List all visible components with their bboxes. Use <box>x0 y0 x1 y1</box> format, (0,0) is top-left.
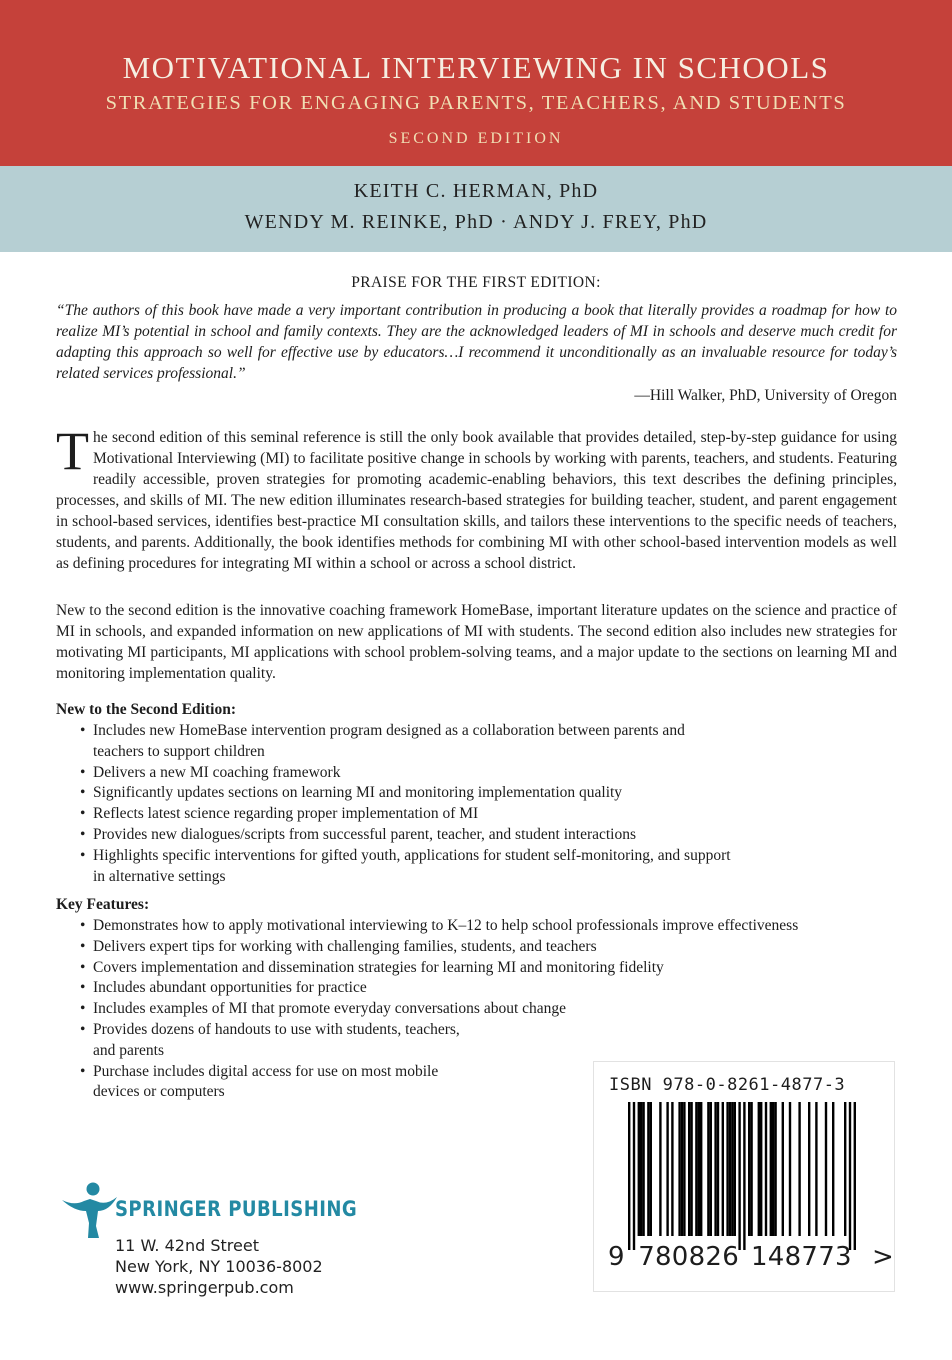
barcode-bar <box>681 1102 683 1236</box>
barcode-digit: 6 <box>722 1242 740 1272</box>
barcode-bar <box>688 1102 690 1236</box>
barcode-bar <box>628 1102 630 1250</box>
praise-quote: “The authors of this book have made a very important contribution in producing a book that literally provides a roadmap for how to realize MI’s potential in school and family contexts. They are the acknowledged leaders of MI in schools and deserve much credit for adapting this approach so well for effective use by educators…I recommend it unconditionally as an invaluable resource for today’s related services professional.” <box>56 302 897 382</box>
key-feature-item <box>56 958 798 979</box>
barcode-bar <box>772 1102 774 1236</box>
new-edition-item <box>56 721 731 763</box>
barcode-bar <box>782 1102 784 1236</box>
barcode-digit: 2 <box>705 1242 723 1272</box>
key-feature-item-line: • Includes examples of MI that promote everyday conversations about change <box>93 1000 567 1018</box>
description-paragraph-1-text: he second edition of this seminal reference is still the only book available that provides detailed, step-by-step guidance for using Motivational Interviewing (MI) to facilitate positive change in schools by working with parents, teachers, and students. Featuring readily accessible, proven strategies for promoting academic-enabling behaviors, this text describes the defining principles, processes, and skills of MI. The new edition illuminates research-based strategies for building teacher, student, and parent engagement in school-based services, identifies best-practice MI consultation skills, and tailors these interventions to the specific needs of teachers, students, and parents. Additionally, the book identifies methods for combining MI with other school-based intervention models as well as defining procedures for integrating MI within a school or across a school district. <box>56 429 897 572</box>
barcode-bar <box>849 1102 851 1250</box>
barcode-bar <box>666 1102 668 1236</box>
barcode-bar <box>743 1102 745 1250</box>
new-edition-item <box>56 763 731 784</box>
barcode-digit: 7 <box>638 1242 656 1272</box>
barcode-bar <box>738 1102 740 1250</box>
barcode-bar <box>729 1102 731 1236</box>
new-edition-list <box>56 721 731 887</box>
barcode-bar <box>714 1102 716 1236</box>
new-edition-item <box>56 804 731 825</box>
edition-label: SECOND EDITION <box>388 130 564 147</box>
new-edition-item <box>56 783 731 804</box>
barcode-bar <box>659 1102 661 1236</box>
description-paragraph-1 <box>56 421 897 574</box>
barcode-bar <box>726 1102 728 1236</box>
barcode-bar <box>748 1102 750 1236</box>
new-edition-item <box>56 846 731 888</box>
publisher-website: www.springerpub.com <box>115 1278 294 1297</box>
praise-heading: PRAISE FOR THE FIRST EDITION: <box>351 274 601 291</box>
new-edition-item-line: • Includes new HomeBase intervention program designed as a collaboration between parents and <box>93 722 685 739</box>
barcode-digit: 8 <box>655 1242 673 1272</box>
quote-attribution: —Hill Walker, PhD, University of Oregon <box>634 387 897 404</box>
publisher-address <box>115 1235 323 1298</box>
barcode-bar <box>808 1102 810 1236</box>
key-feature-item-line: • Purchase includes digital access for use on most mobile <box>93 1062 439 1080</box>
barcode-digit: 7 <box>818 1242 836 1272</box>
barcode-digit: 7 <box>801 1242 819 1272</box>
key-feature-item-line: devices or computers <box>93 1083 225 1101</box>
key-feature-item-line: • Provides dozens of handouts to use with students, teachers, <box>93 1020 460 1038</box>
barcode-bar <box>638 1102 640 1236</box>
barcode-bar <box>640 1102 642 1236</box>
authors-band <box>0 166 952 252</box>
key-feature-item <box>56 999 798 1020</box>
barcode-bar <box>683 1102 685 1236</box>
key-feature-item <box>56 978 798 999</box>
barcode-bar <box>698 1102 700 1236</box>
new-edition-item-line: • Provides new dialogues/scripts from successful parent, teacher, and student interactions <box>93 825 637 843</box>
barcode-digit: 8 <box>688 1242 707 1272</box>
barcode-bar <box>717 1102 719 1236</box>
barcode-digit: 8 <box>784 1242 803 1272</box>
drop-cap: T <box>56 421 89 481</box>
key-feature-item <box>56 937 798 958</box>
description-paragraph-2: New to the second edition is the innovative coaching framework HomeBase, important literature updates on the science and practice of MI in schools, and expanded information on new applications of MI with students. The second edition also includes new strategies for motivating MI participants, MI applications with school problem-solving teams, and a major update to the sections on learning MI and monitoring implementation quality. <box>56 602 897 682</box>
author-line-1: KEITH C. HERMAN, PhD <box>353 180 599 202</box>
new-edition-item-line: • Reflects latest science regarding proper implementation of MI <box>93 805 479 823</box>
isbn-label: ISBN 978-0-8261-4877-3 <box>609 1075 846 1095</box>
new-edition-item-line: • Delivers a new MI coaching framework <box>93 763 341 781</box>
barcode-bar <box>789 1102 791 1236</box>
barcode-digit: 4 <box>767 1242 786 1272</box>
barcode-bar <box>854 1102 856 1250</box>
barcode-bar <box>760 1102 762 1236</box>
barcode-bar <box>690 1102 692 1236</box>
key-feature-item-line: • Demonstrates how to apply motivational interviewing to K–12 to help school professionals improve effectiveness <box>93 917 799 934</box>
person-arms-raised-icon <box>60 1180 120 1240</box>
barcode-panel <box>593 1061 895 1292</box>
barcode-bar <box>695 1102 697 1236</box>
barcode-bar <box>765 1102 767 1236</box>
title-band <box>0 0 952 166</box>
barcode-bar <box>734 1102 736 1236</box>
new-edition-item-line: • Highlights specific interventions for gifted youth, applications for student self-monitoring, and support <box>93 846 731 864</box>
key-feature-item <box>56 1020 798 1062</box>
barcode-bar <box>825 1102 827 1236</box>
key-feature-item-line: • Covers implementation and dissemination strategies for learning MI and monitoring fidelity <box>93 958 664 976</box>
barcode-quiet-zone-mark: > <box>872 1242 895 1272</box>
publisher-name: SPRINGER PUBLISHING <box>115 1197 358 1221</box>
key-feature-item <box>56 916 798 937</box>
key-feature-item-line: • Includes abundant opportunities for practice <box>93 979 367 997</box>
barcode-bar <box>798 1102 800 1236</box>
barcode-bar <box>678 1102 680 1236</box>
key-feature-item-line: and parents <box>93 1041 165 1059</box>
address-city: New York, NY 10036-8002 <box>115 1257 323 1276</box>
barcode-digit: 0 <box>671 1242 690 1272</box>
barcode-bar <box>647 1102 649 1236</box>
barcode-bar <box>633 1102 635 1250</box>
barcode-digit: 3 <box>835 1242 853 1272</box>
key-features-heading: Key Features: <box>56 896 150 913</box>
barcode-bar <box>671 1102 673 1236</box>
barcode-bar <box>710 1102 712 1236</box>
author-line-2: WENDY M. REINKE, PhD · ANDY J. FREY, PhD <box>244 211 708 233</box>
barcode-digit: 1 <box>751 1242 769 1272</box>
barcode-bar <box>707 1102 709 1236</box>
new-edition-item-line: teachers to support children <box>93 742 265 760</box>
barcode-bar <box>642 1102 644 1236</box>
barcode-bar <box>650 1102 652 1236</box>
barcode-bar <box>750 1102 752 1236</box>
new-edition-item <box>56 825 731 846</box>
book-title: MOTIVATIONAL INTERVIEWING IN SCHOOLS <box>122 50 830 85</box>
key-feature-item-line: • Delivers expert tips for working with challenging families, students, and teachers <box>93 937 597 955</box>
book-subtitle: STRATEGIES FOR ENGAGING PARENTS, TEACHERS, AND STUDENTS <box>105 92 847 114</box>
barcode-bar <box>815 1102 817 1236</box>
barcode-lead-digit: 9 <box>608 1242 626 1272</box>
barcode-bar <box>770 1102 772 1236</box>
barcode-bar <box>832 1102 834 1236</box>
address-street: 11 W. 42nd Street <box>115 1236 259 1255</box>
new-edition-item-line: in alternative settings <box>93 867 226 885</box>
barcode-bar <box>844 1102 846 1236</box>
new-edition-item-line: • Significantly updates sections on learning MI and monitoring implementation quality <box>93 784 623 802</box>
barcode-bar <box>731 1102 733 1236</box>
barcode-bar <box>722 1102 724 1236</box>
barcode-bar <box>758 1102 760 1236</box>
barcode-bar <box>774 1102 776 1236</box>
barcode-bar <box>700 1102 702 1236</box>
new-edition-heading: New to the Second Edition: <box>56 701 236 718</box>
